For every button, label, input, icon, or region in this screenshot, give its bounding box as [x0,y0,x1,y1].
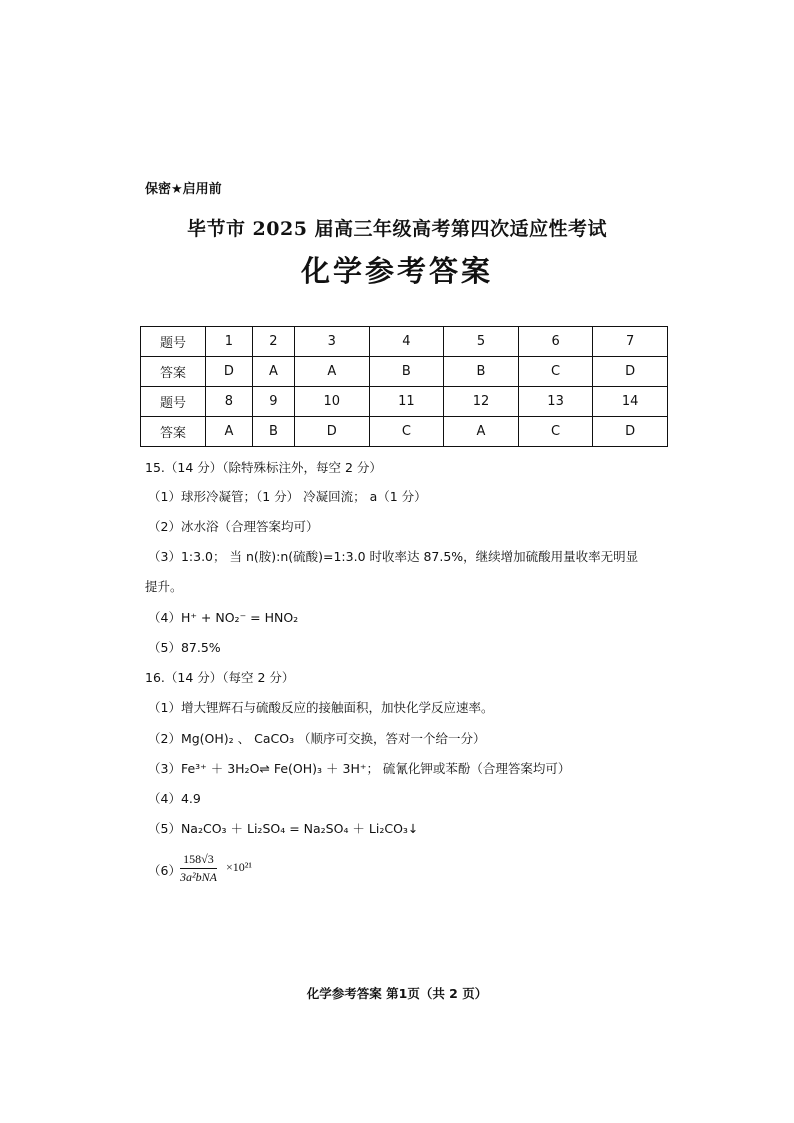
table-cell: A [206,417,253,447]
fraction-denominator: 3a²bNA [180,870,217,884]
table-row [141,417,668,447]
page-footer: 化学参考答案 第1页（共 2 页） [306,986,488,1001]
table-cell: C [369,417,444,447]
table-cell: 12 [444,387,519,417]
q15-answer-1: （1）球形冷凝管；（1 分） 冷凝回流； a（1 分） [148,489,427,504]
table-cell: D [593,417,668,447]
q16-answer-1: （1）增大锂辉石与硫酸反应的接触面积，加快化学反应速率。 [148,700,494,715]
table-cell: 9 [252,387,294,417]
table-cell: B [444,357,519,387]
row-header-cell: 题号 [141,327,206,357]
q16-answer-6-fraction [180,852,217,885]
q15-answer-3-cont: 提升。 [145,579,183,594]
row-header-cell: 题号 [141,387,206,417]
table-cell: B [252,417,294,447]
table-row [141,357,668,387]
table-cell: 2 [252,327,294,357]
table-cell: A [444,417,519,447]
table-cell: 7 [593,327,668,357]
table-cell: D [593,357,668,387]
q16-answer-4: （4）4.9 [148,791,201,806]
row-header-cell: 答案 [141,357,206,387]
q15-answer-4: （4）H⁺ + NO₂⁻ = HNO₂ [148,610,299,625]
table-cell: C [518,357,593,387]
table-cell: 4 [369,327,444,357]
table-cell: A [252,357,294,387]
q16-answer-3: （3）Fe³⁺ ＋ 3H₂O⇌ Fe(OH)₃ ＋ 3H⁺； 硫氰化钾或苯酚（合理答案均可） [148,761,571,776]
table-row [141,327,668,357]
table-cell: D [295,417,370,447]
q15-answer-3: （3）1:3.0； 当 n(胺):n(硫酸)=1:3.0 时收率达 87.5%，继续增加硫酸用量收率无明显 [148,549,639,564]
row-header-cell: 答案 [141,417,206,447]
table-cell: 8 [206,387,253,417]
q16-answer-6-label: （6） [148,863,181,878]
q16-answer-6-tail: ×10²¹ [226,860,252,874]
q16-answer-2: （2）Mg(OH)₂ 、 CaCO₃ （顺序可交换，答对一个给一分） [148,731,486,746]
exam-title: 毕节市 2025 届高三年级高考第四次适应性考试 [186,218,608,240]
table-row [141,387,668,417]
confidential-label: 保密★启用前 [145,182,222,197]
table-cell: 11 [369,387,444,417]
q16-heading: 16.（14 分）（每空 2 分） [145,670,295,685]
q16-answer-5: （5）Na₂CO₃ ＋ Li₂SO₄ = Na₂SO₄ ＋ Li₂CO₃↓ [148,821,419,836]
table-cell: 3 [295,327,370,357]
table-cell: D [206,357,253,387]
table-cell: C [518,417,593,447]
table-cell: 5 [444,327,519,357]
table-cell: 10 [295,387,370,417]
table-cell: B [369,357,444,387]
answer-table [140,326,668,447]
q15-heading: 15.（14 分）（除特殊标注外，每空 2 分） [145,460,382,475]
table-cell: 6 [518,327,593,357]
table-cell: 1 [206,327,253,357]
fraction-numerator: 158√3 [180,852,217,869]
table-cell: A [295,357,370,387]
q15-answer-5: （5）87.5% [148,640,221,655]
doc-title: 化学参考答案 [300,254,493,288]
table-cell: 14 [593,387,668,417]
q15-answer-2: （2）冰水浴（合理答案均可） [148,519,319,534]
table-cell: 13 [518,387,593,417]
